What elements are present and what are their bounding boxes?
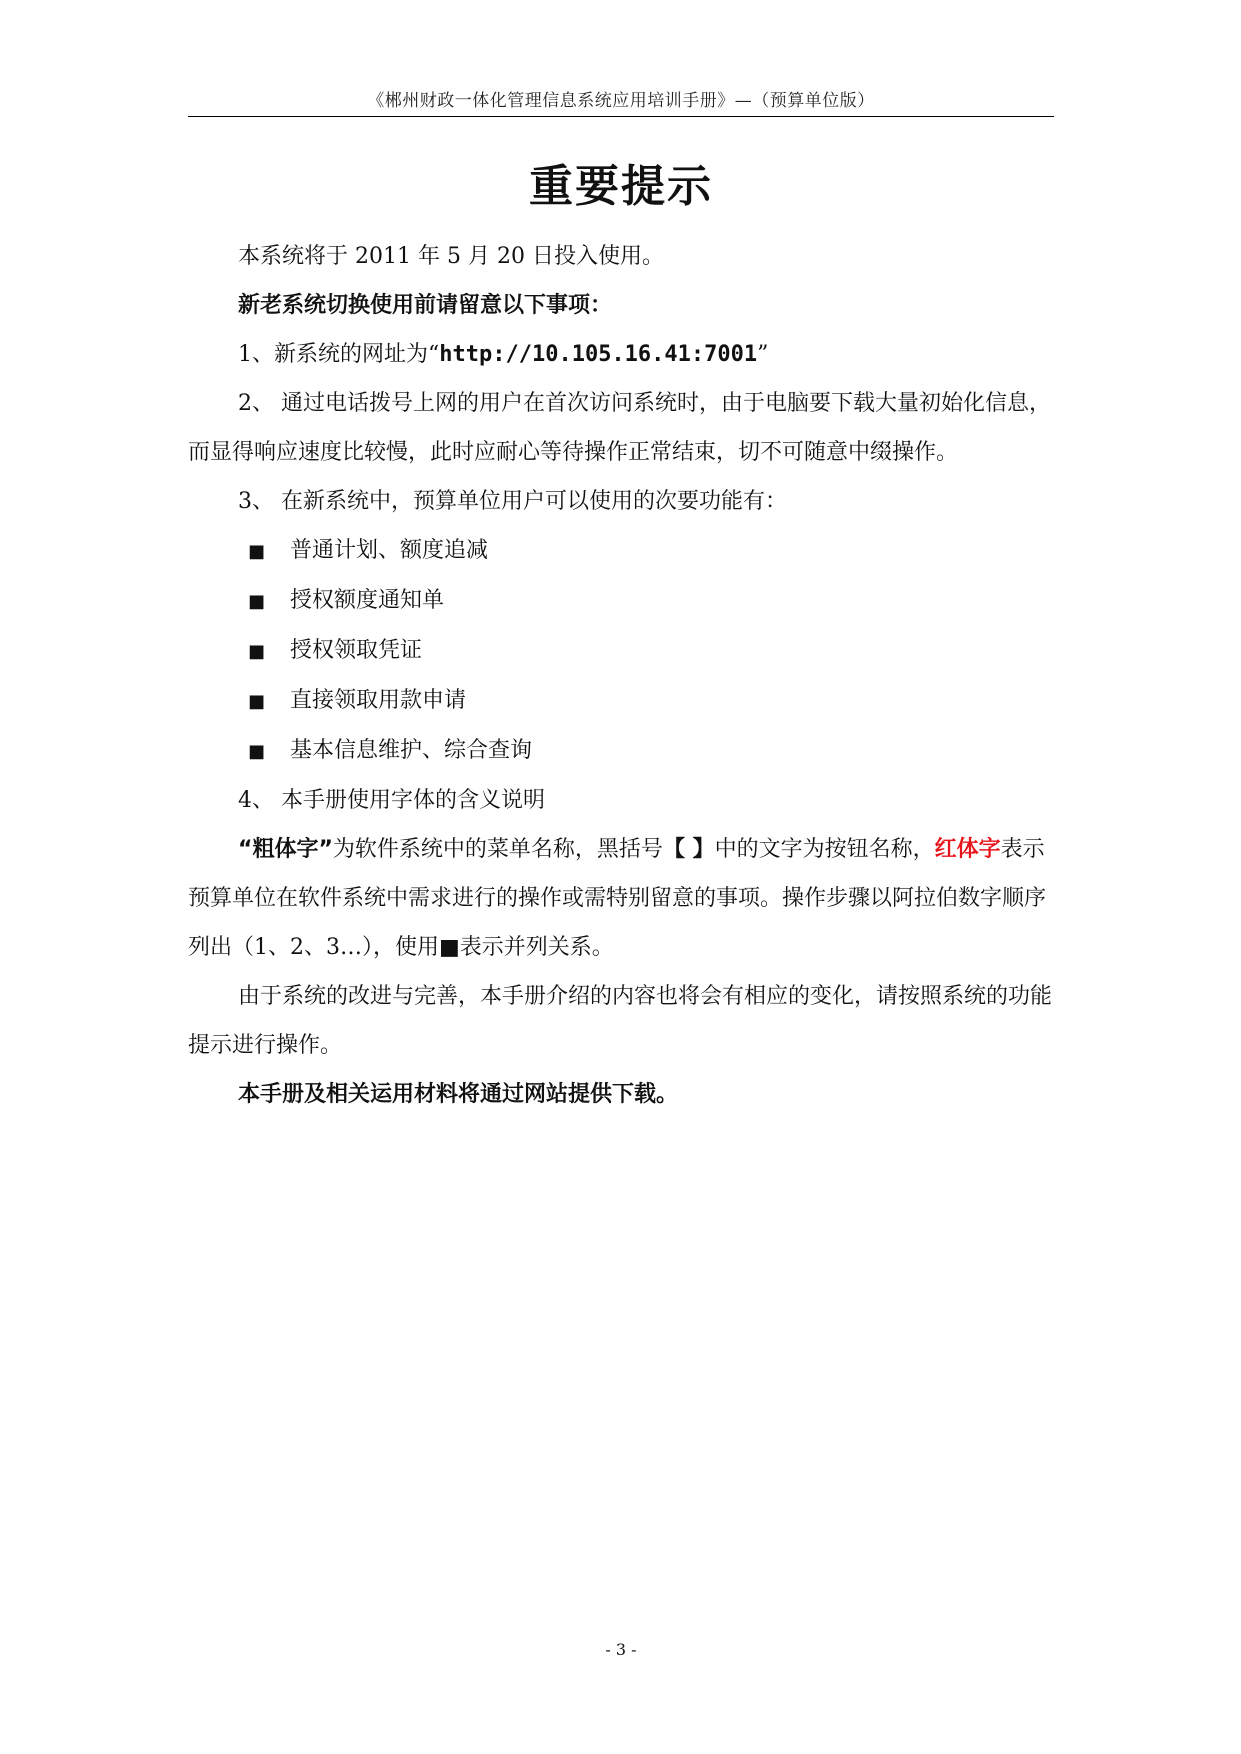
function-label: 基本信息维护、综合查询 bbox=[290, 738, 533, 763]
function-label: 普通计划、额度追减 bbox=[290, 538, 489, 563]
item-2-paragraph: 2、 通过电话拨号上网的用户在首次访问系统时，由于电脑要下载大量初始化信息，而显得响应速度比较慢，此时应耐心等待操作正常结束，切不可随意中缀操作。 bbox=[188, 391, 1051, 465]
list-item bbox=[188, 676, 1054, 726]
bullet-square-icon: ■ bbox=[248, 591, 266, 612]
download-paragraph: 本手册及相关运用材料将通过网站提供下载。 bbox=[238, 1082, 679, 1107]
legend-text-2: 中的文字为按钮名称， bbox=[714, 837, 935, 862]
item-3-paragraph: 3、 在新系统中，预算单位用户可以使用的次要功能有： bbox=[238, 489, 787, 514]
launch-date-paragraph: 本系统将于 2011 年 5 月 20 日投入使用。 bbox=[238, 244, 664, 269]
list-item bbox=[188, 526, 1054, 576]
bullet-square-icon: ■ bbox=[248, 641, 266, 662]
legend-text-3: 表示预算单位在软件系统中需求进行的操作或需特别留意的事项。操作步骤以阿拉伯数字顺序列出（1、2、3…），使用■表示并列关系。 bbox=[188, 837, 1047, 960]
page-title: 重要提示 bbox=[529, 161, 713, 212]
list-item bbox=[188, 576, 1054, 626]
notice-heading: 新老系统切换使用前请留意以下事项： bbox=[238, 293, 613, 318]
function-list bbox=[188, 526, 1054, 776]
legend-bold-term: “粗体字” bbox=[238, 837, 333, 862]
bullet-square-icon: ■ bbox=[248, 541, 266, 562]
list-item bbox=[188, 626, 1054, 676]
function-label: 直接领取用款申请 bbox=[290, 688, 467, 713]
legend-red-term: 红体字 bbox=[934, 837, 1001, 862]
item-1-paragraph bbox=[188, 330, 1054, 379]
item-1-prefix: 1、新系统的网址为“ bbox=[238, 342, 440, 367]
page-number: - 3 - bbox=[605, 1640, 637, 1659]
function-label: 授权额度通知单 bbox=[290, 588, 445, 613]
system-url: http://10.105.16.41:7001 bbox=[439, 342, 758, 367]
bullet-square-icon: ■ bbox=[248, 741, 266, 762]
legend-brackets: 【 】 bbox=[662, 837, 715, 862]
running-header: 《郴州财政一体化管理信息系统应用培训手册》—（预算单位版） bbox=[367, 91, 875, 111]
document-body bbox=[188, 232, 1054, 1119]
list-item bbox=[188, 726, 1054, 776]
changes-paragraph: 由于系统的改进与完善，本手册介绍的内容也将会有相应的变化，请按照系统的功能提示进行操作。 bbox=[188, 984, 1053, 1058]
header-divider bbox=[188, 116, 1054, 117]
font-legend-paragraph bbox=[188, 825, 1054, 972]
legend-text-1: 为软件系统中的菜单名称，黑括号 bbox=[332, 837, 663, 862]
item-4-paragraph: 4、 本手册使用字体的含义说明 bbox=[238, 788, 545, 813]
function-label: 授权领取凭证 bbox=[290, 638, 423, 663]
item-1-suffix: ” bbox=[757, 342, 769, 367]
bullet-square-icon: ■ bbox=[248, 691, 266, 712]
